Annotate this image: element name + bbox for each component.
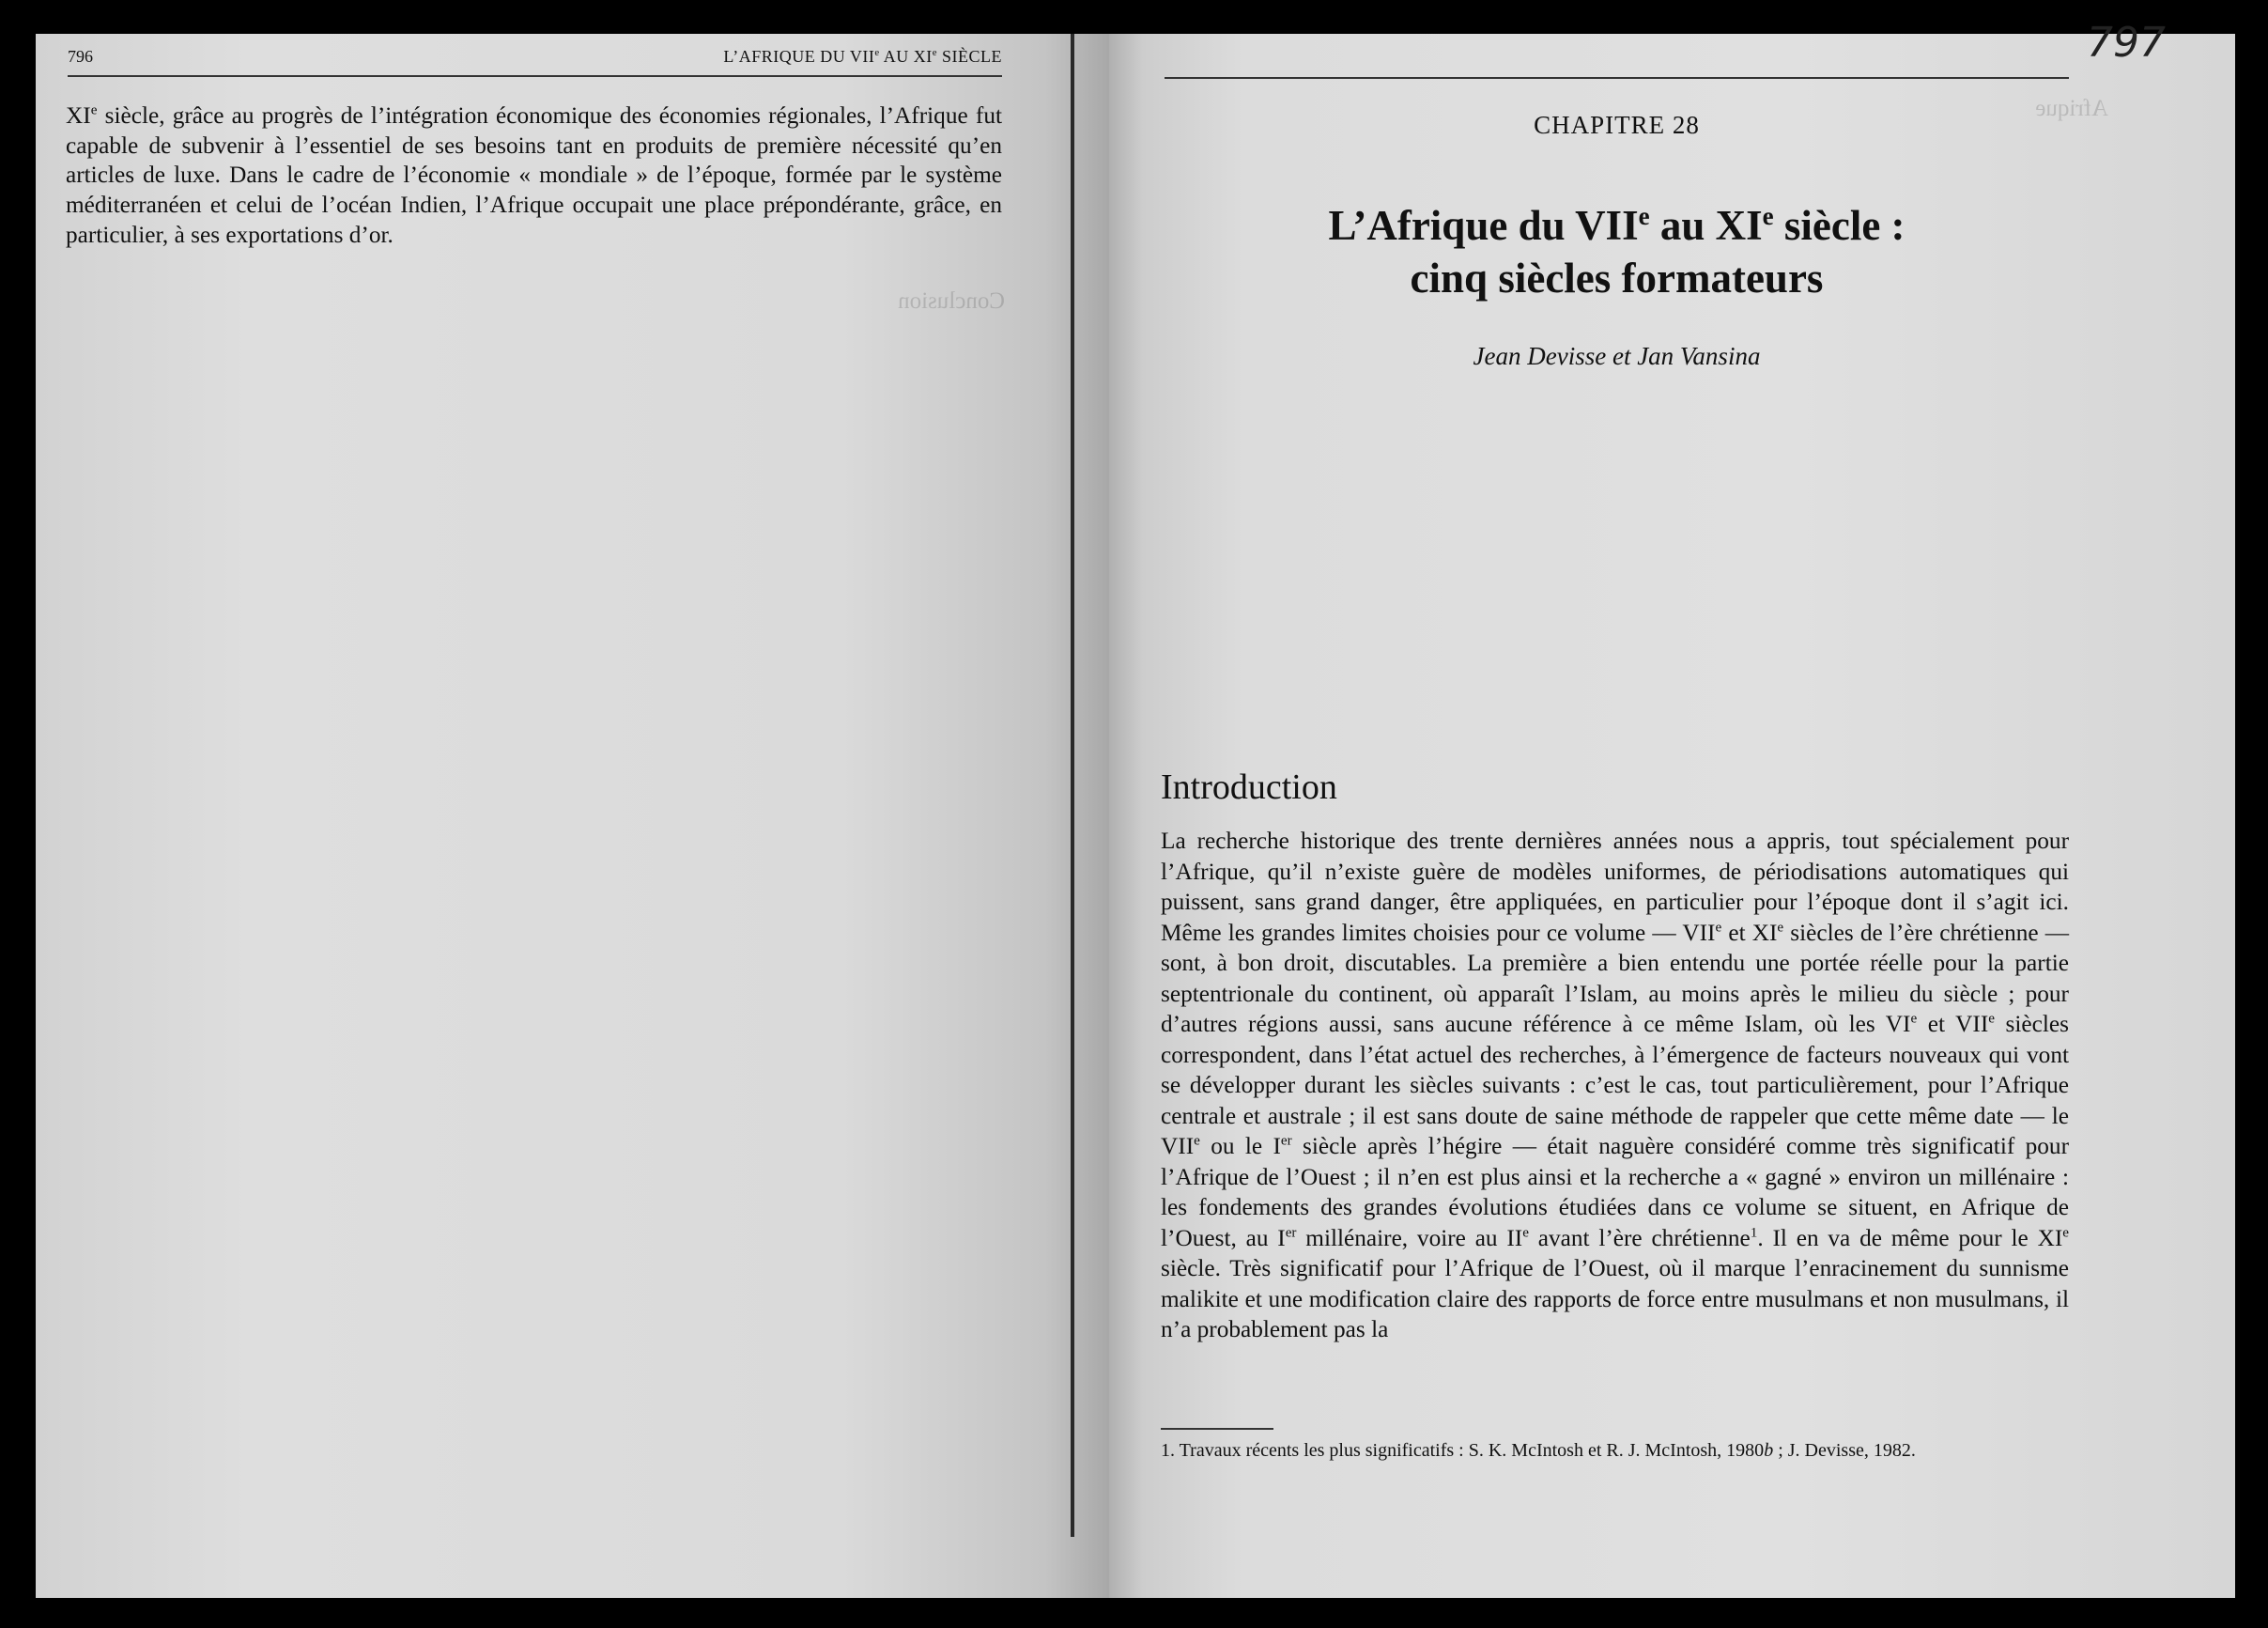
chapter-title-line-2: cinq siècles formateurs: [1410, 255, 1824, 302]
left-body-text: [66, 101, 1002, 251]
chapter-authors: Jean Devisse et Jan Vansina: [1473, 342, 1761, 370]
footnote: [1161, 1439, 2069, 1463]
footnote-reference: 1: [1750, 1224, 1758, 1241]
left-running-head: [68, 43, 1002, 77]
right-page-number: 797: [2087, 19, 2166, 67]
left-page-number: 796: [68, 47, 93, 66]
chapter-label: CHAPITRE 28: [1534, 111, 1700, 139]
left-paragraph: XIe siècle, grâce au progrès de l’intégration économique des économies régionales, l’Afrique fut capable de subvenir à l’essentiel de ses besoins tant en produits de première nécessité qu’en articles de luxe. Dans le cadre de l’économie « mondiale » de l’époque, formée par le système méditerranéen et celui de l’océan Indien, l’Afrique occupait une place prépondérante, grâce, en particulier, à ses exportations d’or.: [66, 101, 1002, 248]
chapter-title: [1165, 199, 2069, 304]
introduction-paragraph: La recherche historique des trente dernières années nous a appris, tout spécialement pour l’Afrique, qu’il n’existe guère de modèles uniformes, de périodisations automatiques qui puissent, sans grand danger, être appliquées, en particulier pour l’époque dont il s’agit ici. Même les grandes limites choisies pour ce volume — VIIe et XIe siècles de l’ère chrétienne — sont, à bon droit, discutables. La première a bien entendu une portée réelle pour la partie septentrionale du continent, où apparaît l’Islam, au moins après le milieu du siècle ; pour d’autres régions aussi, sans aucune référence à ce même Islam, où les VIe et VIIe siècles correspondent, dans l’état actuel des recherches, à l’émergence de facteurs nouveaux qui vont se développer durant les siècles suivants : c’est le cas, tout particulièrement, pour l’Afrique centrale et australe ; il est sans doute de saine méthode de rappeler que cette même date — le VIIe ou le Ier siècle après l’hégire — était naguère considéré comme très significatif pour l’Afrique de l’Ouest ; il n’en est plus ainsi et la recherche a « gagné » environ un millénaire : les fondements des grandes évolutions étudiées dans ce volume se situent, en Afrique de l’Ouest, au Ier millénaire, voire au IIe avant l’ère chrétienne$^1$. Il en va de même pour le XIe siècle. Très significatif pour l’Afrique de l’Ouest, où il marque l’enracinement du sunnisme malikite et une modification claire des rapports de force entre musulmans et non musulmans, il n’a probablement pas la: [1161, 828, 2070, 1342]
chapter-title-line-1: L’Afrique du VIIe au XIe siècle :: [1328, 202, 1905, 249]
left-page: [36, 34, 1109, 1598]
left-running-title: L’AFRIQUE DU VIIe AU XIe SIÈCLE: [723, 47, 1002, 66]
gutter-shadow: [1071, 34, 1074, 1537]
footnote-rule: [1161, 1428, 1273, 1430]
footnote-text: 1. Travaux récents les plus significatifs : S. K. McIntosh et R. J. McIntosh, 1980b ; J. Devisse, 1982.: [1161, 1440, 1916, 1461]
introduction-body-text: [1161, 826, 2069, 1345]
section-heading-introduction: Introduction: [1161, 767, 1337, 807]
right-top-rule: [1165, 77, 2069, 79]
